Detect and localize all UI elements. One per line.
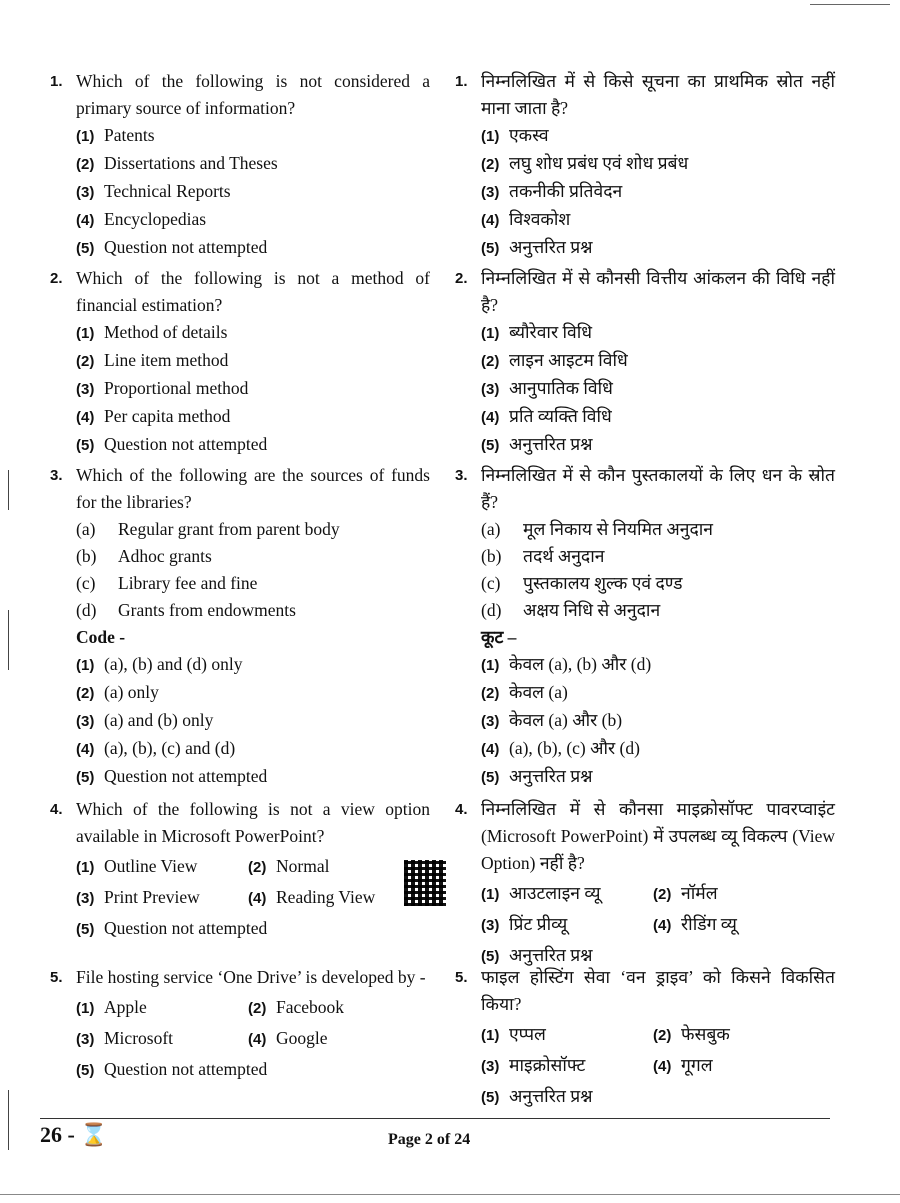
option-text: तकनीकी प्रतिवेदन: [509, 181, 623, 201]
question-block: [455, 265, 835, 459]
options-list: [455, 122, 835, 262]
option-number: (2): [76, 156, 95, 173]
option-row: [50, 853, 430, 881]
option-item: [653, 1052, 825, 1080]
option-row: [455, 880, 835, 908]
statement-item: [50, 570, 430, 597]
option-item: [455, 679, 835, 707]
footer-rule: [40, 1118, 830, 1119]
option-text: अनुत्तरित प्रश्न: [509, 766, 593, 786]
option-number: (3): [481, 713, 500, 730]
question-block: [50, 796, 430, 943]
question-number: 4.: [50, 801, 63, 818]
question-block: [50, 462, 430, 791]
option-text: (a), (b) and (d) only: [104, 654, 243, 674]
option-number: (1): [481, 1027, 500, 1044]
option-item: [653, 1021, 825, 1049]
option-number: (1): [76, 1000, 95, 1017]
option-item: [50, 206, 430, 234]
question-number: 3.: [455, 467, 468, 484]
question-number: 5.: [50, 969, 63, 986]
option-item: [455, 431, 835, 459]
code-label: कूट –: [481, 627, 517, 647]
statement-label: (d): [481, 600, 502, 620]
option-text: एकस्व: [509, 125, 549, 145]
option-number: (3): [481, 917, 500, 934]
option-number: (3): [76, 890, 95, 907]
statement-label: (a): [481, 519, 501, 539]
option-text: प्रिंट प्रीव्यू: [509, 914, 568, 934]
option-number: (2): [248, 1000, 267, 1017]
option-item: [50, 319, 430, 347]
option-number: (4): [248, 890, 267, 907]
statement-item: [455, 570, 835, 597]
option-number: (2): [481, 156, 500, 173]
question-block: [50, 964, 430, 1084]
option-item: [50, 375, 430, 403]
option-text: Line item method: [104, 350, 229, 370]
option-number: (3): [481, 1058, 500, 1075]
option-text: Reading View: [276, 887, 376, 907]
option-item: [50, 234, 430, 262]
statement-item: [50, 597, 430, 624]
option-item: [481, 1021, 653, 1049]
scan-mark: [8, 610, 9, 670]
question-number: 2.: [455, 270, 468, 287]
option-text: (a) only: [104, 682, 159, 702]
statement-text: Library fee and fine: [118, 573, 258, 593]
option-number: (5): [481, 1089, 500, 1106]
option-item: [653, 911, 825, 939]
option-number: (4): [653, 917, 672, 934]
question-text: Which of the following is not a view option available in Microsoft PowerPoint?: [76, 799, 430, 846]
statement-item: [50, 543, 430, 570]
option-number: (2): [76, 353, 95, 370]
question-number: 5.: [455, 969, 468, 986]
statement-label: (c): [76, 573, 96, 593]
statement-label: (c): [481, 573, 501, 593]
option-item: [50, 403, 430, 431]
statement-text: Grants from endowments: [118, 600, 296, 620]
option-text: ब्यौरेवार विधि: [509, 322, 593, 342]
option-number: (1): [481, 325, 500, 342]
option-number: (3): [481, 381, 500, 398]
option-item: [455, 319, 835, 347]
option-item: [50, 1056, 430, 1084]
option-number: (2): [481, 685, 500, 702]
option-number: (5): [76, 769, 95, 786]
option-item: [481, 911, 653, 939]
question-text: निम्नलिखित में से कौन पुस्तकालयों के लिए धन के स्रोत हैं?: [481, 465, 835, 512]
option-item: [50, 707, 430, 735]
option-text: केवल (a): [509, 682, 568, 702]
options-list: [455, 516, 835, 791]
statement-item: [50, 516, 430, 543]
option-text: Proportional method: [104, 378, 249, 398]
option-number: (2): [481, 353, 500, 370]
option-text: (a) and (b) only: [104, 710, 214, 730]
option-text: अनुत्तरित प्रश्न: [509, 1086, 593, 1106]
option-number: (3): [76, 1031, 95, 1048]
option-item: [50, 150, 430, 178]
option-number: (2): [76, 685, 95, 702]
option-text: लघु शोध प्रबंध एवं शोध प्रबंध: [509, 153, 689, 173]
option-item: [76, 853, 248, 881]
option-number: (2): [248, 859, 267, 876]
page-code: 26 - ⌛: [40, 1122, 108, 1147]
option-number: (3): [76, 381, 95, 398]
option-item: [50, 347, 430, 375]
question-number: 2.: [50, 270, 63, 287]
option-item: [455, 206, 835, 234]
option-number: (1): [481, 886, 500, 903]
option-number: (1): [481, 657, 500, 674]
options-list: [455, 1021, 835, 1111]
option-text: माइक्रोसॉफ्ट: [509, 1055, 586, 1075]
option-item: [248, 1025, 420, 1053]
option-text: केवल (a), (b) और (d): [509, 654, 652, 674]
bottom-scan-rule: [0, 1194, 900, 1195]
option-item: [248, 994, 420, 1022]
option-item: [50, 735, 430, 763]
question-block: [455, 796, 835, 970]
question-block: [50, 265, 430, 459]
option-item: [50, 679, 430, 707]
statement-text: Regular grant from parent body: [118, 519, 340, 539]
option-text: Question not attempted: [104, 237, 268, 257]
options-list: [50, 319, 430, 459]
option-number: (4): [481, 409, 500, 426]
option-item: [481, 1052, 653, 1080]
option-text: Dissertations and Theses: [104, 153, 278, 173]
option-number: (4): [248, 1031, 267, 1048]
option-item: [455, 651, 835, 679]
option-row: [455, 1052, 835, 1080]
option-text: Print Preview: [104, 887, 200, 907]
option-text: अनुत्तरित प्रश्न: [509, 945, 593, 965]
option-item: [248, 853, 420, 881]
question-text: निम्नलिखित में से किसे सूचना का प्राथमिक स्रोत नहीं माना जाता है?: [481, 71, 835, 118]
option-text: Method of details: [104, 322, 228, 342]
option-number: (5): [481, 948, 500, 965]
option-item: [455, 763, 835, 791]
option-number: (3): [481, 184, 500, 201]
statement-label: (b): [76, 546, 97, 566]
option-row: [50, 994, 430, 1022]
option-number: (4): [481, 741, 500, 758]
statement-text: अक्षय निधि से अनुदान: [523, 600, 661, 620]
question-text: निम्नलिखित में से कौनसा माइक्रोसॉफ्ट पावरप्वाइंट (Microsoft PowerPoint) में उपलब्ध व्यू विकल्प (View Option) नहीं है?: [481, 799, 835, 873]
option-text: Technical Reports: [104, 181, 231, 201]
option-text: प्रति व्यक्ति विधि: [509, 406, 612, 426]
option-number: (4): [481, 212, 500, 229]
top-scan-rule: [810, 4, 890, 5]
option-text: Question not attempted: [104, 766, 268, 786]
code-label: Code -: [76, 627, 126, 647]
option-item: [76, 884, 248, 912]
option-number: (5): [76, 921, 95, 938]
option-item: [455, 1083, 835, 1111]
question-number: 1.: [455, 73, 468, 90]
option-text: आनुपातिक विधि: [509, 378, 613, 398]
option-number: (1): [481, 128, 500, 145]
option-text: आउटलाइन व्यू: [509, 883, 601, 903]
question-text: निम्नलिखित में से कौनसी वित्तीय आंकलन की विधि नहीं है?: [481, 268, 835, 315]
option-text: Question not attempted: [104, 434, 268, 454]
option-item: [50, 915, 430, 943]
scan-mark: [8, 1090, 9, 1150]
option-row: [455, 1021, 835, 1049]
option-item: [50, 122, 430, 150]
option-number: (5): [76, 437, 95, 454]
statement-text: Adhoc grants: [118, 546, 212, 566]
question-text: Which of the following is not a method of financial estimation?: [76, 268, 430, 315]
option-item: [653, 880, 825, 908]
option-text: नॉर्मल: [681, 883, 718, 903]
statement-label: (d): [76, 600, 97, 620]
option-number: (4): [76, 212, 95, 229]
option-number: (3): [76, 713, 95, 730]
option-number: (1): [76, 859, 95, 876]
statement-label: (a): [76, 519, 96, 539]
option-item: [248, 884, 420, 912]
question-block: [455, 68, 835, 262]
option-item: [50, 651, 430, 679]
statement-item: [455, 597, 835, 624]
scan-mark: [8, 470, 9, 510]
option-text: Microsoft: [104, 1028, 174, 1048]
option-text: Normal: [276, 856, 330, 876]
options-list: [455, 319, 835, 459]
option-item: [76, 1025, 248, 1053]
option-text: लाइन आइटम विधि: [509, 350, 628, 370]
option-row: [455, 911, 835, 939]
option-text: Apple: [104, 997, 147, 1017]
options-list: [50, 516, 430, 791]
options-list: [455, 880, 835, 970]
option-text: Outline View: [104, 856, 198, 876]
option-number: (5): [76, 240, 95, 257]
option-text: Question not attempted: [104, 1059, 268, 1079]
option-item: [50, 431, 430, 459]
option-number: (2): [653, 886, 672, 903]
option-row: [50, 884, 430, 912]
question-number: 4.: [455, 801, 468, 818]
option-item: [455, 403, 835, 431]
options-list: [50, 994, 430, 1084]
option-number: (1): [76, 657, 95, 674]
option-item: [455, 375, 835, 403]
statement-text: पुस्तकालय शुल्क एवं दण्ड: [523, 573, 683, 593]
option-item: [455, 707, 835, 735]
statement-item: [455, 543, 835, 570]
options-list: [50, 122, 430, 262]
option-text: Question not attempted: [104, 918, 268, 938]
question-block: [455, 462, 835, 791]
options-list: [50, 853, 430, 943]
option-item: [455, 234, 835, 262]
option-number: (5): [481, 769, 500, 786]
question-text: Which of the following are the sources of funds for the libraries?: [76, 465, 430, 512]
option-item: [50, 763, 430, 791]
option-text: Patents: [104, 125, 155, 145]
statement-text: तदर्थ अनुदान: [523, 546, 605, 566]
option-text: केवल (a) और (b): [509, 710, 623, 730]
option-item: [455, 735, 835, 763]
option-item: [455, 178, 835, 206]
option-text: एप्पल: [509, 1024, 546, 1044]
question-block: [50, 68, 430, 262]
option-item: [455, 150, 835, 178]
option-number: (1): [76, 128, 95, 145]
option-item: [455, 347, 835, 375]
option-item: [76, 994, 248, 1022]
option-text: (a), (b), (c) और (d): [509, 738, 640, 758]
option-text: (a), (b), (c) and (d): [104, 738, 236, 758]
question-number: 3.: [50, 467, 63, 484]
statement-text: मूल निकाय से नियमित अनुदान: [523, 519, 714, 539]
option-item: [455, 122, 835, 150]
question-number: 1.: [50, 73, 63, 90]
option-text: अनुत्तरित प्रश्न: [509, 237, 593, 257]
option-number: (4): [653, 1058, 672, 1075]
option-text: गूगल: [681, 1055, 713, 1075]
option-text: विश्वकोश: [509, 209, 571, 229]
qr-code-image: [404, 860, 446, 906]
option-number: (5): [481, 240, 500, 257]
option-number: (2): [653, 1027, 672, 1044]
option-item: [50, 178, 430, 206]
option-text: Google: [276, 1028, 328, 1048]
page-number: Page 2 of 24: [388, 1131, 471, 1148]
option-text: अनुत्तरित प्रश्न: [509, 434, 593, 454]
option-item: [481, 880, 653, 908]
statement-label: (b): [481, 546, 502, 566]
question-text: फाइल होस्टिंग सेवा ‘वन ड्राइव’ को किसने विकसित किया?: [481, 967, 835, 1014]
option-number: (4): [76, 741, 95, 758]
option-number: (1): [76, 325, 95, 342]
option-number: (4): [76, 409, 95, 426]
statement-item: [455, 516, 835, 543]
option-text: फेसबुक: [681, 1024, 730, 1044]
option-text: रीडिंग व्यू: [681, 914, 737, 934]
option-number: (5): [76, 1062, 95, 1079]
option-number: (5): [481, 437, 500, 454]
option-text: Encyclopedias: [104, 209, 207, 229]
question-block: [455, 964, 835, 1111]
option-text: Per capita method: [104, 406, 231, 426]
option-row: [50, 1025, 430, 1053]
option-text: Facebook: [276, 997, 345, 1017]
question-text: Which of the following is not considered a primary source of information?: [76, 71, 430, 118]
question-text: File hosting service ‘One Drive’ is developed by -: [76, 967, 426, 987]
option-number: (3): [76, 184, 95, 201]
